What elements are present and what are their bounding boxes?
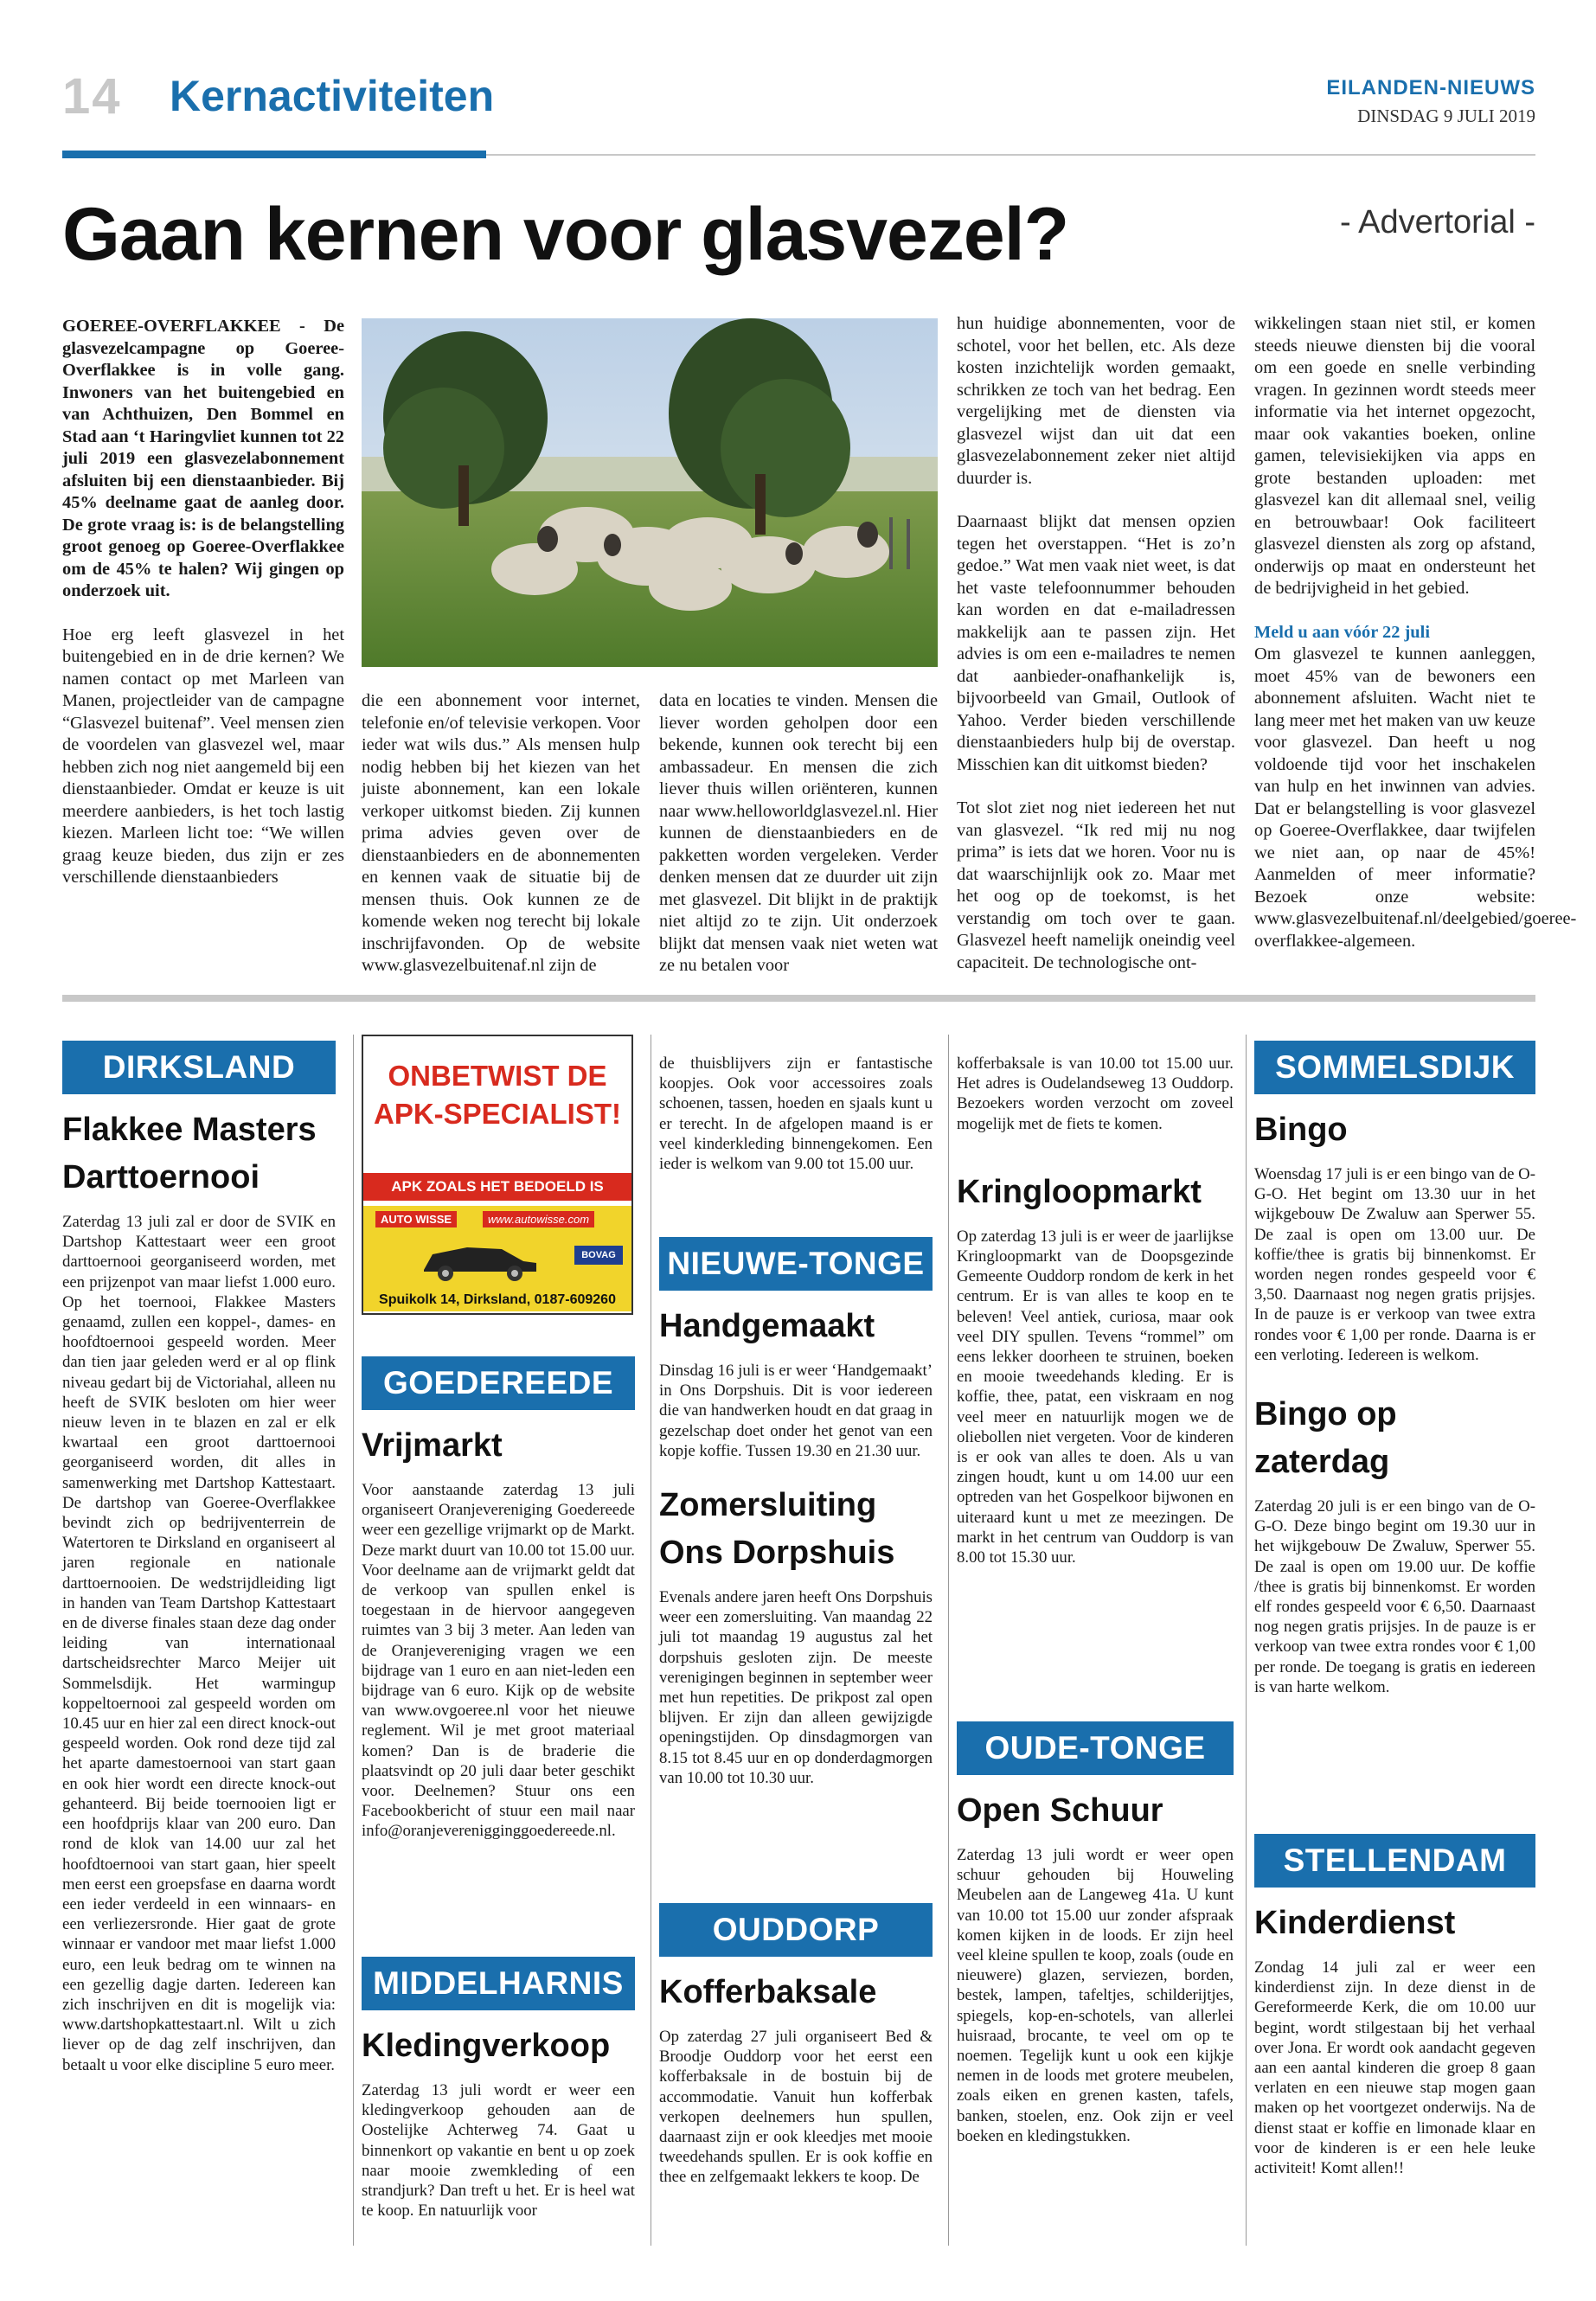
- event-dirksland: [62, 1041, 336, 2075]
- header-rule: [486, 154, 1535, 156]
- event-title: Bingo op zaterdag: [1254, 1396, 1397, 1481]
- column-rule: [353, 1035, 354, 2246]
- event-title: Flakkee Masters Darttoernooi: [62, 1112, 317, 1195]
- event-title: Kledingverkoop: [362, 2028, 611, 2064]
- column-rule: [1246, 1035, 1247, 2246]
- ad-banner: APK ZOALS HET BEDOELD IS: [363, 1173, 631, 1201]
- event-title: Bingo: [1254, 1112, 1348, 1148]
- advertisement-apk: [362, 1035, 633, 1315]
- article-paragraph: wikkelingen staan niet stil, er komen steeds nieuwe diensten bij die vooral om een goede en snelle verbinding vragen. In gezinnen wordt steeds meer informatie via het internet opgezocht, maar ook vakanties boeken, online gamen, televisiekijken via apps en grote bestanden uploaden: met glasvezel kan dit allemaal snel, veilig en betrouwbaar! Ook faciliteert glasvezel diensten als zorg op afstand, onderwijs op maat en ondersteunt het de bedrijvigheid in het gebied.: [1254, 314, 1535, 598]
- location-tag: MIDDELHARNIS: [362, 1957, 635, 2010]
- location-tag: OUDDORP: [659, 1903, 933, 1957]
- sheep-photo: [362, 318, 938, 667]
- event-text: Zaterdag 13 juli wordt er weer een kledingverkoop gehouden aan de Oostelijke Achterweg 74. Gaat u binnenkort op vakantie en bent u op zoek naar mooie zwemkleding of een strandjurk? Dan treft u het. Er is heel wat te koop. En natuurlijk voor: [362, 2081, 635, 2221]
- ad-url: www.autowisse.com: [483, 1211, 594, 1227]
- event-title: Kringloopmarkt: [957, 1173, 1202, 1210]
- event-text: Zaterdag 13 juli zal er door de SVIK en Dartshop Kattestaart weer een groot darttoernooi georganiseerd worden, met een prijzenpot van maar liefst 1.000 euro. Op het toernooi, Flakkee Masters genaamd, zullen een koppel-, dames- en hoofdtoernooi gespeeld worden. Meer dan tien jaar geleden werd er al op flink niveau gedart bij de Victoriahal, alleen nu heeft de SVIK besloten om hier weer nieuw leven in te blazen en zal er elk kwartaal een groot darttoernooi georganiseerd worden, dit alles in samenwerking met Dartshop Kattestaart. De dartshop van Goeree-Overflakkee bevindt zich op bedrijventerrein de Watertoren te Dirksland en organiseert al jaren regionale en nationale darttoernooien. De wedstrijdleiding ligt in handen van Team Dartshop Kattestaart en de diverse finales staan deze dag onder leiding van internationaal dartscheidsrechter Marco Meijer uit Sommelsdijk. Het warmingup koppeltoernooi zal gespeeld worden om 10.45 uur en hier zal een direct knock-out gespeeld worden. Ook rond deze tijd zal het aparte damestoernooi van start gaan en ook hier wordt een directe knock-out gehanteerd. Bij beide toernooien ligt er een hoofdprijs klaar van 200 euro. Dan rond de klok van 14.00 uur zal het hoofdtoernooi van start gaan, hier speelt men eerst een groepsfase en daarna wordt een ieder verdeeld in een winnaars- en een verliezersronde. Hier gaat de grote winnaar er vandoor met maar liefst 1.000 euro, een leuk bedrag om te winnen na een gezellig dagje darten. Iedereen kan zich inschrijven en dit is mogelijk via: www.dartshopkattestaart.nl. Wilt u zich liever op de dag zelf inschrijven, dan betaalt u voor elke discipline 5 euro meer.: [62, 1213, 336, 2074]
- event-text-continued: kofferbaksale is van 10.00 tot 15.00 uur. Het adres is Oudelandseweg 13 Ouddorp. Bezoekers worden verzocht om zoveel mogelijk met de fiets te komen.: [957, 1054, 1234, 1133]
- event-title: Kinderdienst: [1254, 1905, 1456, 1941]
- bovag-logo: BOVAG: [574, 1246, 623, 1265]
- event-text-continued: de thuisblijvers zijn er fantastische koopjes. Ook voor accessoires zoals schoenen, tassen, hoeden en sjaals kunt u er terecht. In de afgelopen maand is er veel kinderkleding binnengekomen. Een ieder is welkom van 9.00 tot 15.00 uur.: [659, 1054, 933, 1174]
- location-tag: SOMMELSDIJK: [1254, 1041, 1535, 1094]
- event-title: Handgemaakt: [659, 1308, 875, 1344]
- ad-headline: ONBETWIST DE APK-SPECIALIST!: [373, 1060, 621, 1130]
- article-paragraph: hun huidige abonnementen, voor de schotel, voor het bellen, etc. Als deze kosten inzichtelijk worden gemaakt, schrikken ze toch van het bedrag. Een vergelijking met de diensten via glasvezel wijst dan uit dat een glasvezelabonnement zeker niet altijd duurder is.: [957, 314, 1235, 488]
- event-text: Zaterdag 20 juli is er een bingo van de O-G-O. Deze bingo begint om 19.30 uur in het wijkgebouw De Zwaluw, Sperwer 55. De zaal is open om 19.00 uur. De koffie /thee is gratis bij binnenkomst. Er worden elf rondes gespeeld voor € 6,50. Daarnaast nog negen gratis prijsjes. In de pauze is er verkoop van twee extra rondes voor € 1,00 per ronde. De toegang is gratis en iedereen is van harte welkom.: [1254, 1497, 1535, 1696]
- article-column-3: [659, 690, 938, 999]
- article-column-4: [957, 313, 1235, 996]
- location-tag: DIRKSLAND: [62, 1041, 336, 1094]
- location-tag: OUDE-TONGE: [957, 1721, 1234, 1775]
- event-text: Evenals andere jaren heeft Ons Dorpshuis weer een zomersluiting. Van maandag 22 juli tot maandag 19 augustus zal het dorpshuis gesloten zijn. De meeste verenigingen beginnen in september weer met hun repetities. De prikpost zal open blijven. Er zijn dan alleen gewijzigde openingstijden. Op dinsdagmorgen van 8.15 tot 8.45 uur en op donderdagmorgen van 10.00 tot 10.30 uur.: [659, 1588, 933, 1787]
- sheep-photo-image: [362, 318, 938, 667]
- article-paragraph: die een abonnement voor internet, telefonie en/of televisie verkopen. Voor ieder wat wils dus.” Als mensen hulp nodig hebben bij het kiezen van het juiste abonnement, kan een lokale verkoper uitkomst bieden. Zij kunnen prima advies geven over de dienstaanbieders en de abonnementen en kennen vaak de situatie bij de mensen thuis. Ook kunnen ze de komende weken nog terecht bij lokale inschrijfavonden. Op de website www.glasvezelbuitenaf.nl zijn de: [362, 691, 640, 975]
- ad-yellow-panel: [363, 1206, 631, 1311]
- event-stellendam: [1254, 1834, 1535, 2178]
- event-title: Vrijmarkt: [362, 1427, 503, 1464]
- newspaper-logo: EILANDEN-NIEUWS: [1326, 76, 1535, 99]
- car-icon: [415, 1237, 545, 1282]
- column-rule: [948, 1035, 949, 2246]
- event-text: Voor aanstaande zaterdag 13 juli organiseert Oranjevereniging Goedereede weer een gezellige vrijmarkt op de Markt. Deze markt duurt van 10.00 tot 15.00 uur. Voor deelname aan de vrijmarkt geldt dat de verkoop van spullen enkel is toegestaan in de hiervoor aangegeven ruimtes van 3 bij 3 meter. Aan leden van de Oranjevereniging vragen we een bijdrage van 1 euro en aan niet-leden een bijdrage van 6 euro. Kijk op de website van www.ovgoeree.nl voor het nieuwe reglement. Wil je met groot materiaal komen? Dan is de braderie die plaatsvindt op 20 juli daar beter geschikt voor. Deelnemen? Stuur ons een Facebookbericht of stuur een mail naar info@oranjeverenigginggoedereede.nl.: [362, 1481, 635, 1841]
- article-column-1: [62, 316, 344, 911]
- ad-logo: AUTO WISSE: [375, 1211, 457, 1227]
- event-text: Dinsdag 16 juli is er weer ‘Handgemaakt’ in Ons Dorpshuis. Dit is voor iedereen die van handwerken houdt en dat graag in gezelschap doet onder het genot van een kopje koffie. Tussen 19.30 en 21.30 uur.: [659, 1362, 933, 1460]
- event-text: Zaterdag 13 juli wordt er weer open schuur gehouden bij Houweling Meubelen aan de Langeweg 41a. U kunt van 10.00 tot 15.00 uur zonder afspraak komen kijken in de loods. Er zijn heel veel kleine spullen te koop, zoals (oude en nieuwere) glazen, serviezen, borden, bestek, lampen, tafeltjes, schilderijtjes, spiegels, kop-en-schotels, van allerlei huisraad, brocante, te veel om op te noemen. Tegelijk kunt u ook een kijkje nemen in de loods met grotere meubelen, zoals eiken en grenen kasten, tafels, banken, stoelen, enz. Ook zijn er veel boeken en kledingstukken.: [957, 1846, 1234, 2145]
- event-text: Op zaterdag 27 juli organiseert Bed & Broodje Ouddorp voor het eerst een kofferbaksale in de bostuin bij de accommodatie. Vanuit hun kofferbak verkopen deelnemers hun spullen, daarnaast zijn er ook kleedjes met mooie tweedehands spullen. Er is ook koffie en thee en zelfgemaakt lekkers te koop. De: [659, 2028, 933, 2187]
- advertorial-label: - Advertorial -: [1340, 204, 1535, 240]
- page-number: 14: [62, 68, 122, 125]
- event-text: Op zaterdag 13 juli is er weer de jaarlijkse Kringloopmarkt van de Doopsgezinde Gemeente Ouddorp rondom de kerk in het centrum. Er is van alles te koop en te beleven! Veel antiek, curiosa, maar ook veel DIY spullen. Tevens “rommel” om eens lekker doorheen te struinen, boeken en mooie tweedehands kleding. Er is koffie, thee, patat, een viskraam en nog veel meer en natuurlijk mogen we de oliebollen niet vergeten. Voor de kinderen is er ook van alles te doen. Als u van zingen houdt, kunt u om 14.00 uur een optreden van het Gospelkoor bijwonen en uiteraard kunt u met ze meezingen. De markt in het centrum van Ouddorp is van 8.00 tot 15.30 uur.: [957, 1227, 1234, 1567]
- event-text: Woensdag 17 juli is er een bingo van de O-G-O. Het begint om 13.30 uur in het wijkgebouw De Zwaluw aan Sperwer 55. De zaal is open om 13.00 uur. De koffie/thee is gratis bij binnenkomst. Er worden negen rondes gespeeld voor € 3,50. Daarnaast nog negen gratis prijsjes. In de pauze is er verkoop van twee extra rondes voor € 1,00 per ronde. Daarna is er een verloting. Iedereen is welkom.: [1254, 1165, 1535, 1364]
- article-intro: GOEREE-OVERFLAKKEE - De glasvezelcampagne op Goeree-Overflakkee is in volle gang. Inwoners van het buitengebied en van Achthuizen, Den Bommel en Stad aan ‘t Haringvliet kunnen tot 22 juli 2019 een glasvezelabonnement afsluiten bij een dienstaanbieder. Bij 45% deelname gaat de aanleg door. De grote vraag is: is de belangstelling groot genoeg op Goeree-Overflakkee om de 45% te halen? Wij gingen op onderzoek uit.: [62, 317, 344, 600]
- event-title: Zomersluiting Ons Dorpshuis: [659, 1487, 895, 1572]
- event-sommelsdijk: [1254, 1041, 1535, 1697]
- location-tag: STELLENDAM: [1254, 1834, 1535, 1888]
- issue-date: DINSDAG 9 JULI 2019: [1357, 106, 1535, 126]
- article-column-5: [1254, 313, 1577, 974]
- event-ouddorp-continued: [957, 1054, 1234, 1567]
- event-middelharnis: [362, 1957, 635, 2221]
- header-accent-bar: [62, 151, 486, 158]
- article-paragraph: Daarnaast blijkt dat mensen opzien tegen het overstappen. “Het is zo’n gedoe.” Wat men vaak niet weet, is dat het vaste telefoonnummer behouden kan worden en dat e-mailadressen makkelijk aan te passen zijn. Het advies is om een e-mailadres te nemen dat aanbieder-onafhankelijk is, bijvoorbeeld van Gmail, Outlook of Yahoo. Verder bieden verschillende dienstaanbieders hulp bij de overstap. Misschien kan dit uitkomst bieden?: [957, 512, 1235, 774]
- event-oude-tonge: [957, 1721, 1234, 2146]
- article-paragraph: Tot slot ziet nog niet iedereen het nut van glasvezel. “Ik red mij nu nog prima” is iets dat we horen. Voor nu is dat waarschijnlijk ook zo. Maar met het oog op de toekomst, is het verstandig om toch over te gaan. Glasvezel heeft namelijk oneindig veel capaciteit. De technologische ont-: [957, 798, 1235, 972]
- article-paragraph: Om glasvezel te kunnen aanleggen, moet 45% van de bewoners een abonnement afsluiten. Wacht niet te lang meer met het maken van uw keuze voor glasvezel. Dan heeft u nog voldoende tijd voor het inschakelen van hulp en het inwinnen van advies. Dat er belangstelling is voor glasvezel op Goeree-Overflakkee, daar twijfelen we niet aan, op naar de 45%! Aanmelden of meer informatie? Bezoek onze website: www.glasvezelbuitenaf.nl/deelgebied/goeree-overflakkee-algemeen.: [1254, 644, 1577, 951]
- article-paragraph: Hoe erg leeft glasvezel in het buitengebied en in de drie kernen? We namen contact op met Marleen van Manen, projectleider van de campagne “Glasvezel buitenaf”. Veel mensen zien de voordelen van glasvezel wel, maar hebben zich nog niet aangemeld bij een dienstaanbieder. Omdat er keuze is uit meerdere aanbieders, is het toch lastig kiezen. Marleen licht toe: “We willen graag keuze bieden, dus zijn er zes verschillende dienstaanbieders: [62, 625, 344, 887]
- event-text: Zondag 14 juli zal er weer een kinderdienst zijn. In deze dienst in de Gereformeerde Kerk, die om 10.00 uur begint, wordt stilgestaan bij het verhaal over Jona. Er wordt ook aandacht gegeven aan een aantal kinderen die groep 8 gaan verlaten en een nieuwe stap mogen gaan maken op het voortgezet onderwijs. Na de dienst staat er koffie en limonade klaar en voor de kinderen is er een hele leuke activiteit! Komt allen!!: [1254, 1958, 1535, 2178]
- article-headline: Gaan kernen voor glasvezel?: [62, 193, 1069, 276]
- event-title: Kofferbaksale: [659, 1974, 877, 2010]
- event-column-c: [659, 1054, 933, 1174]
- section-title: Kernactiviteiten: [170, 72, 495, 120]
- location-tag: GOEDEREEDE: [362, 1356, 635, 1410]
- location-tag: NIEUWE-TONGE: [659, 1237, 933, 1291]
- article-paragraph: data en locaties te vinden. Mensen die liever worden geholpen door een bekende, kunnen ook terecht bij een ambassadeur. En mensen die zich liever thuis willen oriënteren, kunnen naar www.helloworldglasvezel.nl. Hier kunnen de dienstaanbieders en de pakketten worden vergeleken. Verder denken mensen dat ze duurder uit zijn met glasvezel. Dit blijkt in de praktijk niet altijd zo te zijn. Uit onderzoek blijkt dat mensen vaak niet weten wat ze nu betalen voor: [659, 691, 938, 975]
- article-subhead: Meld u aan vóór 22 juli: [1254, 622, 1430, 642]
- event-nieuwe-tonge: [659, 1237, 933, 1788]
- event-ouddorp: [659, 1903, 933, 2188]
- ad-address: Spuikolk 14, Dirksland, 0187-609260: [379, 1292, 616, 1307]
- event-title: Open Schuur: [957, 1792, 1163, 1829]
- event-goedereede: [362, 1356, 635, 1842]
- article-column-2: [362, 690, 640, 999]
- section-divider: [62, 995, 1535, 1002]
